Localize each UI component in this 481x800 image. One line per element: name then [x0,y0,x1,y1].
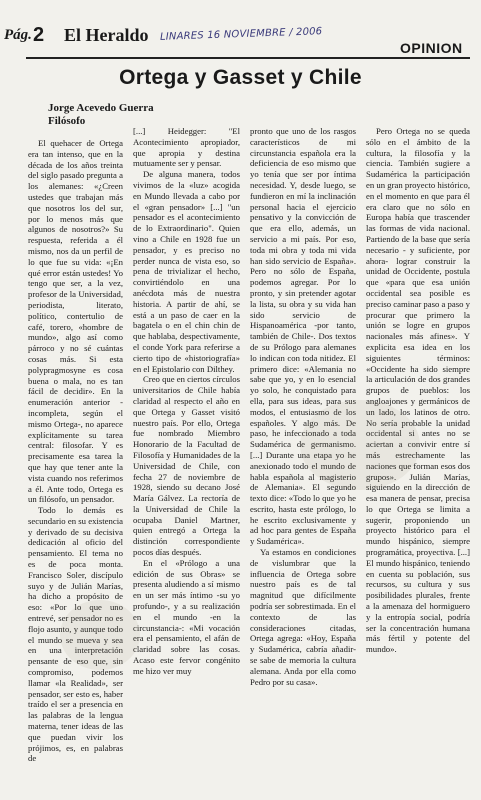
page-number: 2 [33,24,45,46]
header-rule [26,57,470,59]
paragraph: En el «Prólogo a una edición de sus Obras» se presenta aludiendo a sí mismo en un ser más íntimo -su yo profundo-, y a su realización en el mundo -en la circunstancia-: «Mi vocación era el pensamiento, el afán de claridad sobre las cosas. Acaso este fervor congénito me hizo ver muy [133,557,240,676]
article-column-1 [28,138,123,793]
paragraph: [...] Heidegger: "El Acontecimiento apropiador, que apropia y destina mutuamente ser y pensar. [133,126,240,169]
paragraph: pronto que uno de los rasgos característicos de mi circunstancia española era la deficiencia de eso mismo que yo tenía que ser por íntima necesidad. Y, desde luego, se fundieron en mí la inclinación personal hacia el ejercicio pensativo y la convicción de que era ello, además, un servicio a mi país. Por eso, toda mi obra y toda mi vida han sido servicio de España». Pero no sólo de España, podemos agregar. Por lo pronto, y sin pretender agotar la lista, su obra y su vida han sido servicio de Hispanoamérica -por tanto, también de Chile-. Dos textos de su Prólogo para alemanes lo indican con toda nitidez. El primero dice: «Alemania no sabe que yo, y en lo esencial yo solo, he conquistado para ella, para sus ideas, para sus modos, el entusiasmo de los españoles. Y algo más. De paso, he infeccionado a toda Sudamérica de germanismo. [...] Durante una etapa yo he anexionado todo el mundo de habla española al magisterio de Alemania». El segundo texto dice: «Todo lo que yo he escrito, hasta este prólogo, lo he escrito exclusivamente y ad hoc para gentes de España y Sudamérica». [250,126,356,547]
handwritten-date-note: LINARES 16 NOVIEMBRE / 2006 [159,26,323,43]
newspaper-header [0,0,481,64]
paragraph: El quehacer de Ortega era tan intenso, que en la década de los años treinta del siglo pasado pregunta a los alemanes: «¿Creen ustedes que trabajan más que nosotros los del sur, por lo menos más que algunos de nosotros?» Su respuesta, referida a él mismo, nos da un perfil de lo que fue su vida: «¡En qué error están ustedes! Yo tengo que ser, a la vez, profesor de la Universidad, periodista, literato, político, contertulio de café, torero, «hombre de mundo», algo así como párroco y no sé cuántas cosas más. Si esta polypragmosyne es cosa buena o mala, no es tan fácil de decidir». En la enumeración anterior -incompleta, según el mismo Ortega-, no aparece explícitamente su tarea central: filosofar. Y es precisamente esa tarea la que hay que tener ante la vista cuando nos referimos a él. Ante todo, Ortega es un filósofo, un pensador. [28,138,123,505]
section-label: OPINION [400,40,463,56]
article-column-4 [366,126,470,793]
paragraph: Pero Ortega no se queda sólo en el ámbito de la cultura, la filosofía y la ciencia. También sugiere a Sudamérica la participación en un gran proyecto histórico, en el momento en que para él era claro que no sólo en Europa había que trascender las formas de vida nacional. Partiendo de la base que sería necesario - y suficiente, por ahora- lograr construir la unidad de Occidente, postula que «para que esa unión occidental sea posible es preciso caminar paso a paso y procurar que primero la unión se logre en grupos nacionales más afines». Y explicita esa idea en los siguientes términos: «Occidente ha sido siempre la articulación de dos grandes grupos de pueblos: los angloajones y germánicos de un lado, los latinos de otro. No sería probable la unidad occidental si antes no se aciertan a convivir entre sí más estrechamente las naciones que forman esos dos grupos». Julián Marías, siguiendo en la dirección de esa manera de pensar, precisa lo que Ortega se limita a sugerir, proponiendo un proyecto histórico para el mundo hispánico, siempre programática, proyectiva. [...] El mundo hispánico, teniendo en cuenta su población, sus recursos, su cultura y sus posibilidades plurales, frente a la amenaza del hormiguero y la entropía social, podría ser la concentración humana más fértil y potente del mundo». [366,126,470,655]
author-role: Filósofo [48,115,86,127]
article-title: Ortega y Gasset y Chile [119,66,362,89]
paragraph: Ya estamos en condiciones de vislumbrar que la influencia de Ortega sobre nuestro país es de tal magnitud que difícilmente podría ser sobrestimada. En el contexto de las consideraciones citadas, Ortega agrega: «Hoy, España y Sudamérica, cabría añadir- se sabe de memoria la cultura alemana. Anda por ella como Pedro por su casa». [250,547,356,687]
article-column-2 [133,126,240,793]
article-column-3 [250,126,356,793]
author-name: Jorge Acevedo Guerra [48,102,154,114]
paragraph: De alguna manera, todos vivimos de la «luz» acogida en Mundo llevada a cabo por el «gran pensador» [...] "un pensador es el acontecimiento de lo Extraordinario". Quien vino a Chile en 1928 fue un pensador, y es preciso no perder nunca de vista eso, so pena de trivializar el hecho, convirtiéndolo en una anécdota más de nuestra historia. A partir de ahí, se está a un paso de caer en la bagatela o en el chin chin de que hablaba, despectivamente, el conde York para referirse a cierto tipo de «historiografía» en el Epistolario con Dilthey. [133,169,240,374]
byline [48,102,154,128]
newspaper-name: El Heraldo [64,25,149,45]
page-label: Pág. [4,27,32,43]
paragraph: Creo que en ciertos círculos universitarios de Chile había claridad al respecto el año en que Ortega y Gasset visitó nuestro país. Por ello, Ortega fue nombrado Miembro Honorario de la Facultad de Filosofía y Humanidades de la Universidad de Chile, con fecha 27 de noviembre de 1928, siendo su decano José María Gálvez. La rectoría de la Universidad de Chile la ocupaba Daniel Martner, quien entregó a Ortega la distinción correspondiente pocos días después. [133,374,240,558]
paragraph: Todo lo demás es secundario en su existencia y derivado de su decisiva dedicación al oficio del pensamiento. El tema no es de poca monta. Francisco Soler, discípulo suyo y de Julián Marías, ha dicho a propósito de eso: «Por lo que uno entrevé, ser pensador no es flojo asunto, y aunque todo el mundo se mueva y sea en una interpretación pensante de eso que, sin compromiso, podemos llamar «la Realidad», ser pensador, ser esto es, haber traído el ser a presencia en las palabras de la lengua materna, tener ideas de las que puedan vivir los prójimos, es, en palabras de [28,505,123,764]
